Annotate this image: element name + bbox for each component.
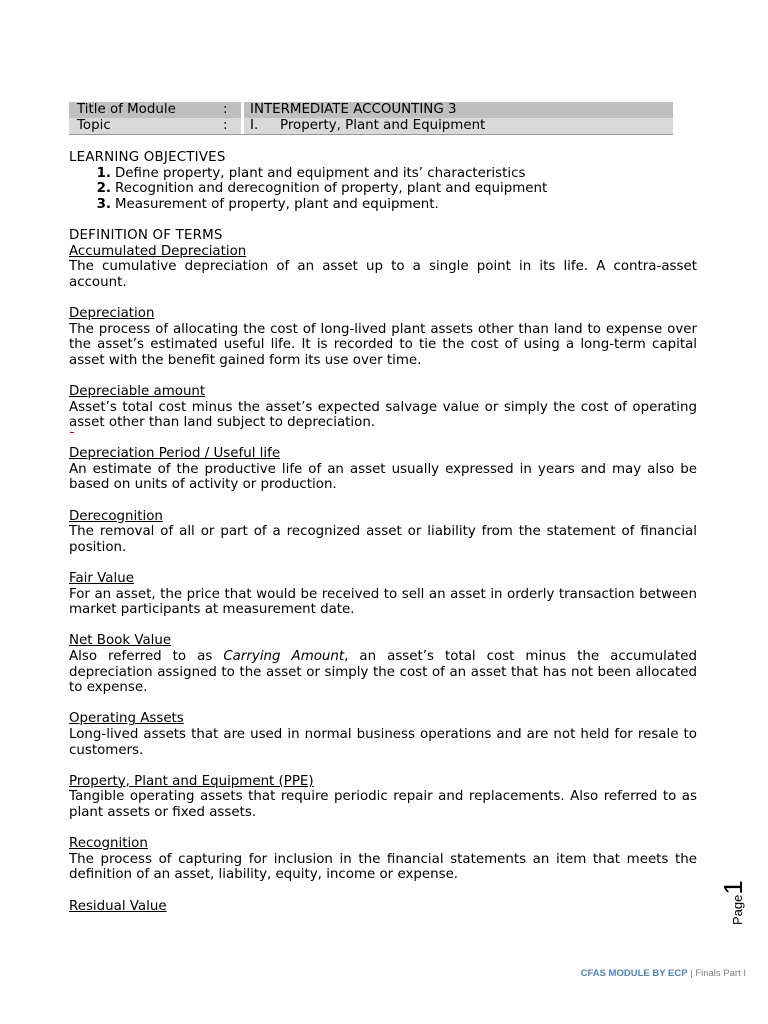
term-title: Depreciation <box>69 305 155 321</box>
term-operating-assets <box>69 711 697 758</box>
list-item-text: Define property, plant and equipment and its’ characteristics <box>115 165 526 181</box>
page-number <box>718 880 748 925</box>
module-title-value: INTERMEDIATE ACCOUNTING 3 <box>250 102 457 117</box>
term-title: Recognition <box>69 836 148 852</box>
footer-part: Finals Part I <box>695 968 746 979</box>
term-accumulated-depreciation <box>69 244 697 291</box>
topic-value <box>244 118 673 134</box>
term-definition: The process of capturing for inclusion in the financial statements an item that meets the definition of an asset, liability, equity, income or expense. <box>69 851 697 883</box>
term-depreciation <box>69 306 697 368</box>
topic-row <box>69 118 673 135</box>
list-item-text: Recognition and derecognition of property, plant and equipment <box>115 181 548 197</box>
emphasized-term: Carrying Amount <box>223 649 345 664</box>
definition-of-terms-heading: DEFINITION OF TERMS <box>69 227 223 243</box>
learning-objectives-heading: LEARNING OBJECTIVES <box>69 150 226 165</box>
footer-brand: CFAS MODULE BY ECP <box>580 968 688 979</box>
term-title: Net Book Value <box>69 633 172 649</box>
list-item <box>69 197 697 213</box>
topic-colon: : <box>223 118 228 133</box>
term-definition: Also referred to as Carrying Amount, an asset’s total cost minus the accumulated depreciation assigned to the asset or simply the cost of an asset that has not been allocated to expense. <box>69 649 697 696</box>
list-item-number: 3. <box>96 196 111 212</box>
module-header-table <box>69 102 673 135</box>
footer-separator: | <box>687 968 696 979</box>
module-title-label: Title of Module <box>77 102 176 117</box>
list-item <box>69 181 697 197</box>
module-title-colon: : <box>223 102 228 117</box>
topic-text: Property, Plant and Equipment <box>280 118 486 133</box>
term-title: Depreciable amount <box>69 383 206 399</box>
term-title: Derecognition <box>69 508 163 524</box>
term-residual-value <box>69 899 697 915</box>
page-number-label: Page <box>730 894 745 925</box>
term-ppe <box>69 774 697 821</box>
topic-number: I. <box>250 118 259 133</box>
term-title: Operating Assets <box>69 711 184 727</box>
term-recognition <box>69 836 697 883</box>
module-title-row <box>69 102 673 118</box>
term-title: Residual Value <box>69 898 167 914</box>
term-definition: Tangible operating assets that require periodic repair and replacements. Also referred to as plant assets or fixed assets. <box>69 789 697 820</box>
page-number-value: 1 <box>718 880 748 895</box>
term-depreciable-amount <box>69 384 697 431</box>
page-footer <box>581 966 746 982</box>
term-definition: For an asset, the price that would be received to sell an asset in orderly transaction between market participants at measurement date. <box>69 586 697 618</box>
spellcheck-mark <box>69 431 697 437</box>
document-body <box>69 150 697 914</box>
list-item <box>69 166 697 182</box>
term-derecognition <box>69 509 697 556</box>
term-definition: Asset’s total cost minus the asset’s expected salvage value or simply the cost of operating asset other than land subject to depreciation. <box>69 399 697 431</box>
list-item-text: Measurement of property, plant and equipment. <box>115 196 439 212</box>
term-definition: An estimate of the productive life of an asset usually expressed in years and may also be based on units of activity or production. <box>69 461 697 493</box>
learning-objectives-list <box>69 166 697 213</box>
term-title: Depreciation Period / Useful life <box>69 446 281 462</box>
term-depreciation-period <box>69 446 697 493</box>
list-item-number: 2. <box>96 181 111 197</box>
term-definition: Long-lived assets that are used in normal business operations and are not held for resale to customers. <box>69 726 697 758</box>
term-fair-value <box>69 571 697 618</box>
term-definition: The process of allocating the cost of long-lived plant assets other than land to expense over the asset’s estimated useful life. It is recorded to tie the cost of using a long-term capital asset with the benefit gained form its use over time. <box>69 321 697 368</box>
term-title: Accumulated Depreciation <box>69 243 247 259</box>
term-title: Property, Plant and Equipment (PPE) <box>69 773 314 789</box>
term-title: Fair Value <box>69 571 134 587</box>
term-net-book-value <box>69 633 697 695</box>
topic-label: Topic <box>77 118 111 133</box>
list-item-number: 1. <box>96 165 111 181</box>
term-definition: The removal of all or part of a recognized asset or liability from the statement of financial position. <box>69 524 697 555</box>
term-definition: The cumulative depreciation of an asset up to a single point in its life. A contra-asset account. <box>69 259 697 290</box>
